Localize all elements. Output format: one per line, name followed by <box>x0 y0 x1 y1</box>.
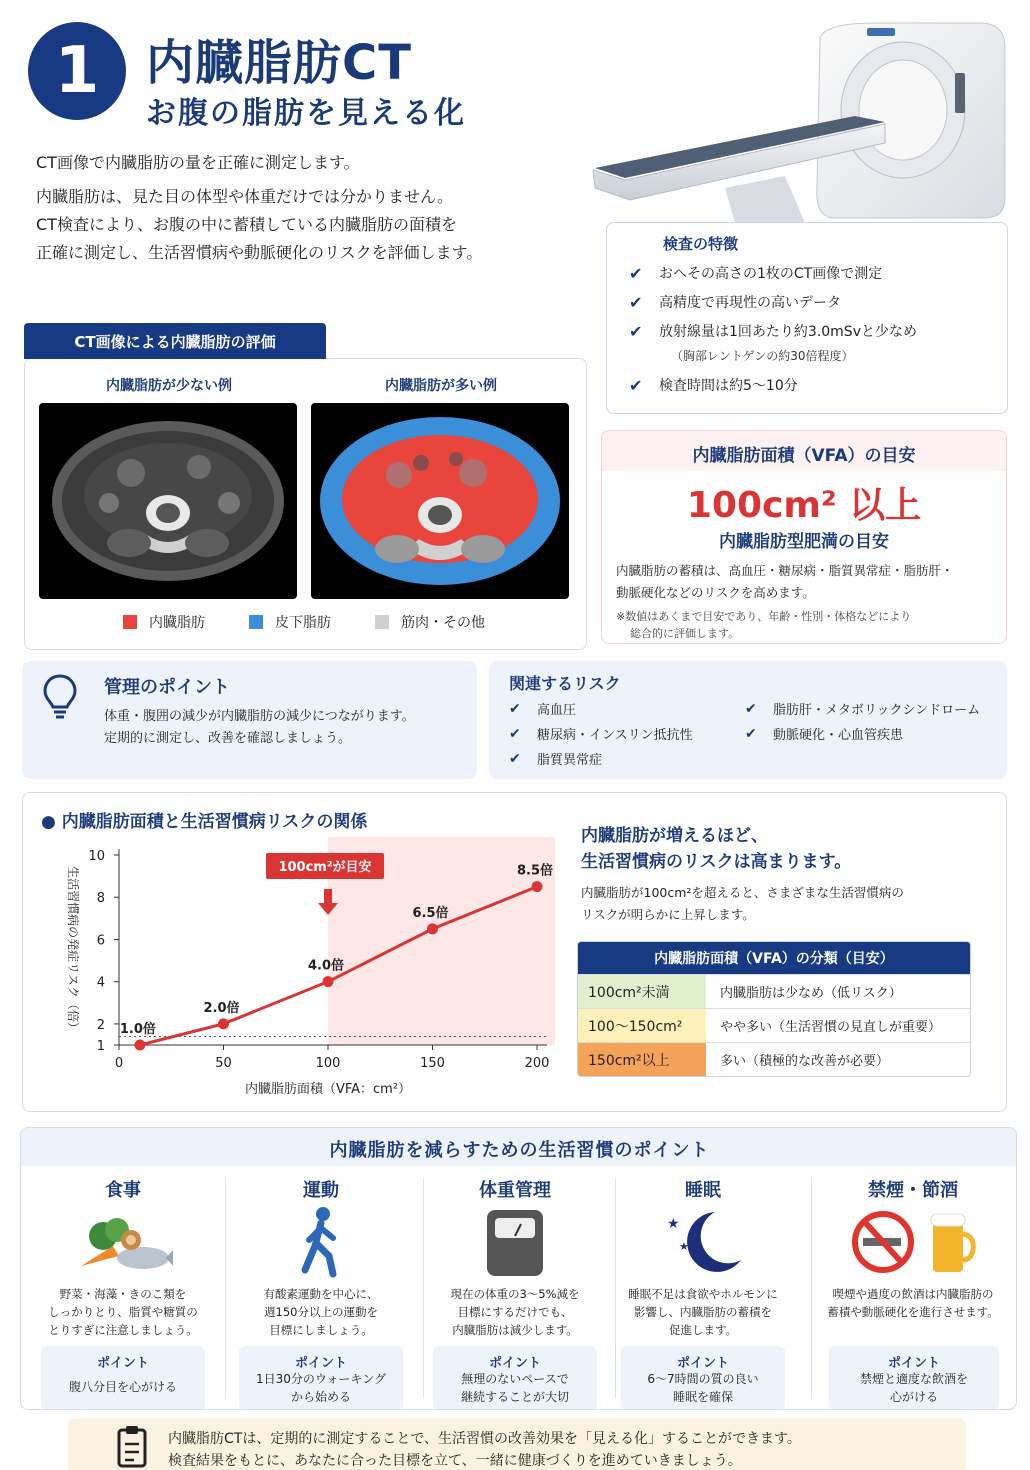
risk-text: 糖尿病・インスリン抵抗性 <box>537 728 693 743</box>
annotation-text: 100cm²が目安 <box>278 860 372 875</box>
table-desc: 多い（積極的な改善が必要） <box>706 1043 970 1076</box>
lifestyle-text: 影響し、内臓脂肪の蓄積を <box>634 1305 772 1319</box>
point-head: ポイント <box>676 1356 729 1371</box>
feature-note: （胸部レントゲンの約30倍程度） <box>671 349 854 363</box>
x-tick-label: 0 <box>114 1056 124 1071</box>
chart-message-text: 内臓脂肪が100cm²を超えると、さまざまな生活習慣病の <box>581 885 904 900</box>
data-label: 4.0倍 <box>307 958 345 974</box>
table-row <box>578 1008 970 1042</box>
point-text: 腹八分目を心がける <box>68 1380 177 1394</box>
lifestyle-point-box <box>41 1346 205 1410</box>
legend-muscle-other <box>375 612 485 632</box>
section-number-badge: 1 <box>28 22 126 120</box>
feature-text: 検査時間は約5〜10分 <box>659 378 798 394</box>
point-text: 6〜7時間の質の良い <box>647 1372 759 1386</box>
chart-heading: ● 内臓脂肪面積と生活習慣病リスクの関係 <box>41 812 368 832</box>
table-desc: 内臓脂肪は少なめ（低リスク） <box>706 975 970 1008</box>
intro-line: CT検査により、お腹の中に蓄積している内臓脂肪の面積を <box>36 215 457 234</box>
y-tick-label: 2 <box>96 1017 105 1033</box>
risk-item <box>509 724 693 743</box>
point-text: 禁煙と適度な飲酒を <box>859 1372 968 1386</box>
vfa-title: 内臓脂肪面積（VFA）の目安 <box>692 446 916 466</box>
ct-evaluation-panel <box>24 358 587 650</box>
svg-text:★: ★ <box>667 1216 680 1232</box>
risk-item <box>745 699 980 718</box>
intro-line: 正確に測定し、生活習慣病や動脈硬化のリスクを評価します。 <box>36 243 483 262</box>
y-tick-label: 4 <box>96 975 105 991</box>
chart-panel <box>22 792 1007 1112</box>
clipboard-icon <box>116 1424 148 1468</box>
lifestyle-head: 体重管理 <box>479 1180 551 1201</box>
vfa-guideline-box <box>601 430 1007 644</box>
walking-person-icon <box>271 1206 371 1280</box>
chart-message-head: 内臓脂肪が増えるほど、 <box>581 826 768 846</box>
exam-features-box <box>606 222 1008 414</box>
legend-visceral-fat <box>123 612 205 632</box>
table-range: 150cm²以上 <box>578 1043 706 1076</box>
lifestyle-text: 有酸素運動を中心に、 <box>263 1287 379 1301</box>
management-title: 管理のポイント <box>104 677 230 698</box>
y-tick-label: 6 <box>96 933 105 949</box>
point-text: 1日30分のウォーキング <box>255 1372 387 1386</box>
legend-swatch <box>123 615 137 629</box>
check-icon: ✔ <box>745 725 757 742</box>
point-text: から始める <box>290 1390 351 1404</box>
point-text: 睡眠を確保 <box>672 1390 733 1404</box>
feature-item <box>629 321 917 341</box>
x-tick-label: 100 <box>315 1056 341 1071</box>
data-label: 8.5倍 <box>516 863 554 879</box>
legend-subcutaneous-fat <box>249 612 331 632</box>
ct-evaluation-tab: CT画像による内臓脂肪の評価 <box>24 323 326 359</box>
vegetables-fish-icon <box>73 1206 173 1280</box>
lifestyle-text: 現在の体重の3〜5%減を <box>450 1287 580 1301</box>
weight-scale-icon <box>465 1206 565 1280</box>
point-text: 無理のないペースで <box>461 1372 569 1386</box>
lifestyle-col-exercise <box>227 1168 415 1408</box>
lifestyle-text: 週150分以上の運動を <box>264 1305 378 1319</box>
lifestyle-text: 促進します。 <box>668 1323 738 1337</box>
management-text: 体重・腹囲の減少が内臓脂肪の減少につながります。 <box>104 709 415 724</box>
risks-title: 関連するリスク <box>509 674 621 693</box>
point-head: ポイント <box>96 1356 149 1371</box>
legend-swatch <box>375 615 389 629</box>
point-text: 心がける <box>889 1390 938 1404</box>
no-smoking-beer-icon <box>849 1206 979 1280</box>
table-range: 100〜150cm² <box>578 1009 706 1042</box>
x-tick-label: 50 <box>215 1056 232 1071</box>
lifestyle-point-box <box>239 1346 403 1410</box>
risk-text: 動脈硬化・心血管疾患 <box>773 728 904 743</box>
table-range: 100cm²未満 <box>578 975 706 1008</box>
y-tick-label: 1 <box>96 1039 105 1054</box>
vfa-text: 動脈硬化などのリスクを高めます。 <box>616 585 815 600</box>
point-text: 継続することが大切 <box>460 1390 569 1404</box>
y-tick-label: 8 <box>96 891 105 907</box>
lifestyle-title: 内臓脂肪を減らすための生活習慣のポイント <box>329 1140 710 1161</box>
lifestyle-text: 内臓脂肪は減少します。 <box>452 1323 578 1337</box>
vfa-subtitle: 内臓脂肪型肥満の目安 <box>719 532 889 552</box>
data-point <box>134 1040 145 1051</box>
legend-label: 内臓脂肪 <box>149 615 205 631</box>
check-icon: ✔ <box>745 700 757 717</box>
footer-text: 検査結果をもとに、あなたに合った目標を立て、一緒に健康づくりを進めていきましょう。 <box>168 1453 742 1469</box>
lifestyle-text: 喫煙や過度の飲酒は内臓脂肪の <box>832 1287 994 1301</box>
point-head: ポイント <box>488 1356 541 1371</box>
feature-item <box>629 263 882 283</box>
lifestyle-text: とりすぎに注意しましょう。 <box>48 1323 198 1337</box>
x-tick-label: 150 <box>420 1056 445 1071</box>
y-tick-label: 10 <box>88 849 105 864</box>
lifestyle-text: しっかりとり、脂質や糖質の <box>48 1305 198 1319</box>
management-text: 定期的に測定し、改善を確認しましょう。 <box>104 731 352 746</box>
intro-line: 内臓脂肪は、見た目の体型や体重だけでは分かりません。 <box>36 187 453 206</box>
point-head: ポイント <box>294 1356 347 1371</box>
vfa-threshold-value: 100cm² 以上 <box>686 485 922 526</box>
lightbulb-icon <box>42 673 78 719</box>
lifestyle-head: 食事 <box>105 1180 141 1201</box>
chart-message-text: リスクが明らかに上昇します。 <box>581 907 755 922</box>
management-points-box <box>22 661 477 779</box>
check-icon: ✔ <box>629 263 643 283</box>
page-title: 内臓脂肪CT <box>146 35 412 91</box>
data-point <box>323 976 334 987</box>
ct-image-low-fat <box>39 403 297 599</box>
risk-text: 脂質異常症 <box>537 753 603 768</box>
table-row <box>578 974 970 1008</box>
lifestyle-point-box <box>433 1346 597 1410</box>
lifestyle-text: 蓄積や動脈硬化を進行させます。 <box>827 1305 999 1319</box>
feature-item <box>629 375 798 395</box>
x-axis-label: 内臓脂肪面積（VFA：cm²） <box>244 1082 412 1097</box>
high-fat-example-label: 内臓脂肪が多い例 <box>385 378 497 394</box>
lifestyle-head: 禁煙・節酒 <box>868 1180 958 1201</box>
lifestyle-text: 睡眠不足は食欲やホルモンに <box>628 1287 778 1301</box>
vfa-note: ※数値はあくまで目安であり、年齢・性別・体格などにより <box>616 610 912 623</box>
svg-text:★: ★ <box>679 1240 689 1253</box>
legend-label: 筋肉・その他 <box>401 615 485 631</box>
vfa-note: 総合的に評価します。 <box>630 627 740 640</box>
chart-message-head: 生活習慣病のリスクは高まります。 <box>581 852 852 872</box>
point-head: ポイント <box>887 1356 940 1371</box>
risk-item <box>745 724 903 743</box>
vfa-text: 内臓脂肪の蓄積は、高血圧・糖尿病・脂質異常症・脂肪肝・ <box>616 563 954 578</box>
x-tick-label: 200 <box>524 1056 550 1071</box>
y-axis-label: 生活習慣病の発症リスク（倍） <box>66 866 80 1034</box>
check-icon: ✔ <box>509 725 521 742</box>
intro-line: CT画像で内臓脂肪の量を正確に測定します。 <box>36 153 360 172</box>
ct-image-high-fat <box>311 403 569 599</box>
lifestyle-text: 目標にするだけでも、 <box>457 1305 573 1319</box>
feature-text: 放射線量は1回あたり約3.0mSvと少なめ <box>659 324 917 340</box>
vfa-classification-table <box>577 941 971 1077</box>
table-title: 内臓脂肪面積（VFA）の分類（目安） <box>578 942 970 974</box>
lifestyle-text: 目標にしましょう。 <box>269 1323 373 1337</box>
data-label: 6.5倍 <box>412 905 449 921</box>
lifestyle-col-weight <box>421 1168 609 1408</box>
check-icon: ✔ <box>509 700 521 717</box>
legend-swatch <box>249 615 263 629</box>
data-point <box>427 923 438 934</box>
check-icon: ✔ <box>629 292 643 312</box>
legend-label: 皮下脂肪 <box>275 615 331 631</box>
data-point <box>532 881 543 892</box>
lifestyle-point-box <box>829 1346 999 1410</box>
risk-line-chart <box>41 833 561 1103</box>
page-subtitle: お腹の脂肪を見える化 <box>146 96 466 131</box>
feature-text: 高精度で再現性の高いデータ <box>659 295 841 311</box>
check-icon: ✔ <box>629 375 643 395</box>
data-point <box>218 1018 229 1029</box>
column-divider <box>811 1178 812 1398</box>
low-fat-example-label: 内臓脂肪が少ない例 <box>106 378 232 394</box>
data-label: 1.0倍 <box>119 1022 156 1037</box>
risk-text: 脂肪肝・メタボリックシンドローム <box>773 703 981 718</box>
table-row <box>578 1042 970 1076</box>
chart-heading-text: 内臓脂肪面積と生活習慣病リスクの関係 <box>61 812 368 832</box>
column-divider <box>225 1178 226 1398</box>
moon-stars-icon <box>653 1206 753 1280</box>
lifestyle-col-smoking-alcohol <box>813 1168 1013 1408</box>
risk-text: 高血圧 <box>537 703 577 718</box>
lifestyle-points-panel <box>20 1127 1017 1410</box>
risk-item <box>509 699 576 718</box>
data-label: 2.0倍 <box>203 1000 240 1016</box>
ct-scanner-illustration <box>585 18 1015 223</box>
lifestyle-point-box <box>621 1346 785 1410</box>
footer-message <box>68 1418 966 1470</box>
lifestyle-col-sleep <box>609 1168 797 1408</box>
features-title: 検査の特徴 <box>663 235 739 253</box>
related-risks-box <box>489 661 1007 779</box>
lifestyle-text: 野菜・海藻・きのこ類を <box>59 1287 187 1301</box>
lifestyle-col-diet <box>29 1168 217 1408</box>
feature-text: おへその高さの1枚のCT画像で測定 <box>659 266 883 282</box>
risk-item <box>509 749 602 768</box>
table-desc: やや多い（生活習慣の見直しが重要） <box>706 1009 970 1042</box>
feature-item <box>629 292 841 312</box>
check-icon: ✔ <box>509 750 521 767</box>
lifestyle-head: 睡眠 <box>685 1180 721 1201</box>
check-icon: ✔ <box>629 321 643 341</box>
lifestyle-head: 運動 <box>303 1180 339 1201</box>
footer-text: 内臓脂肪CTは、定期的に測定することで、生活習慣の改善効果を「見える化」することができます。 <box>168 1431 801 1447</box>
